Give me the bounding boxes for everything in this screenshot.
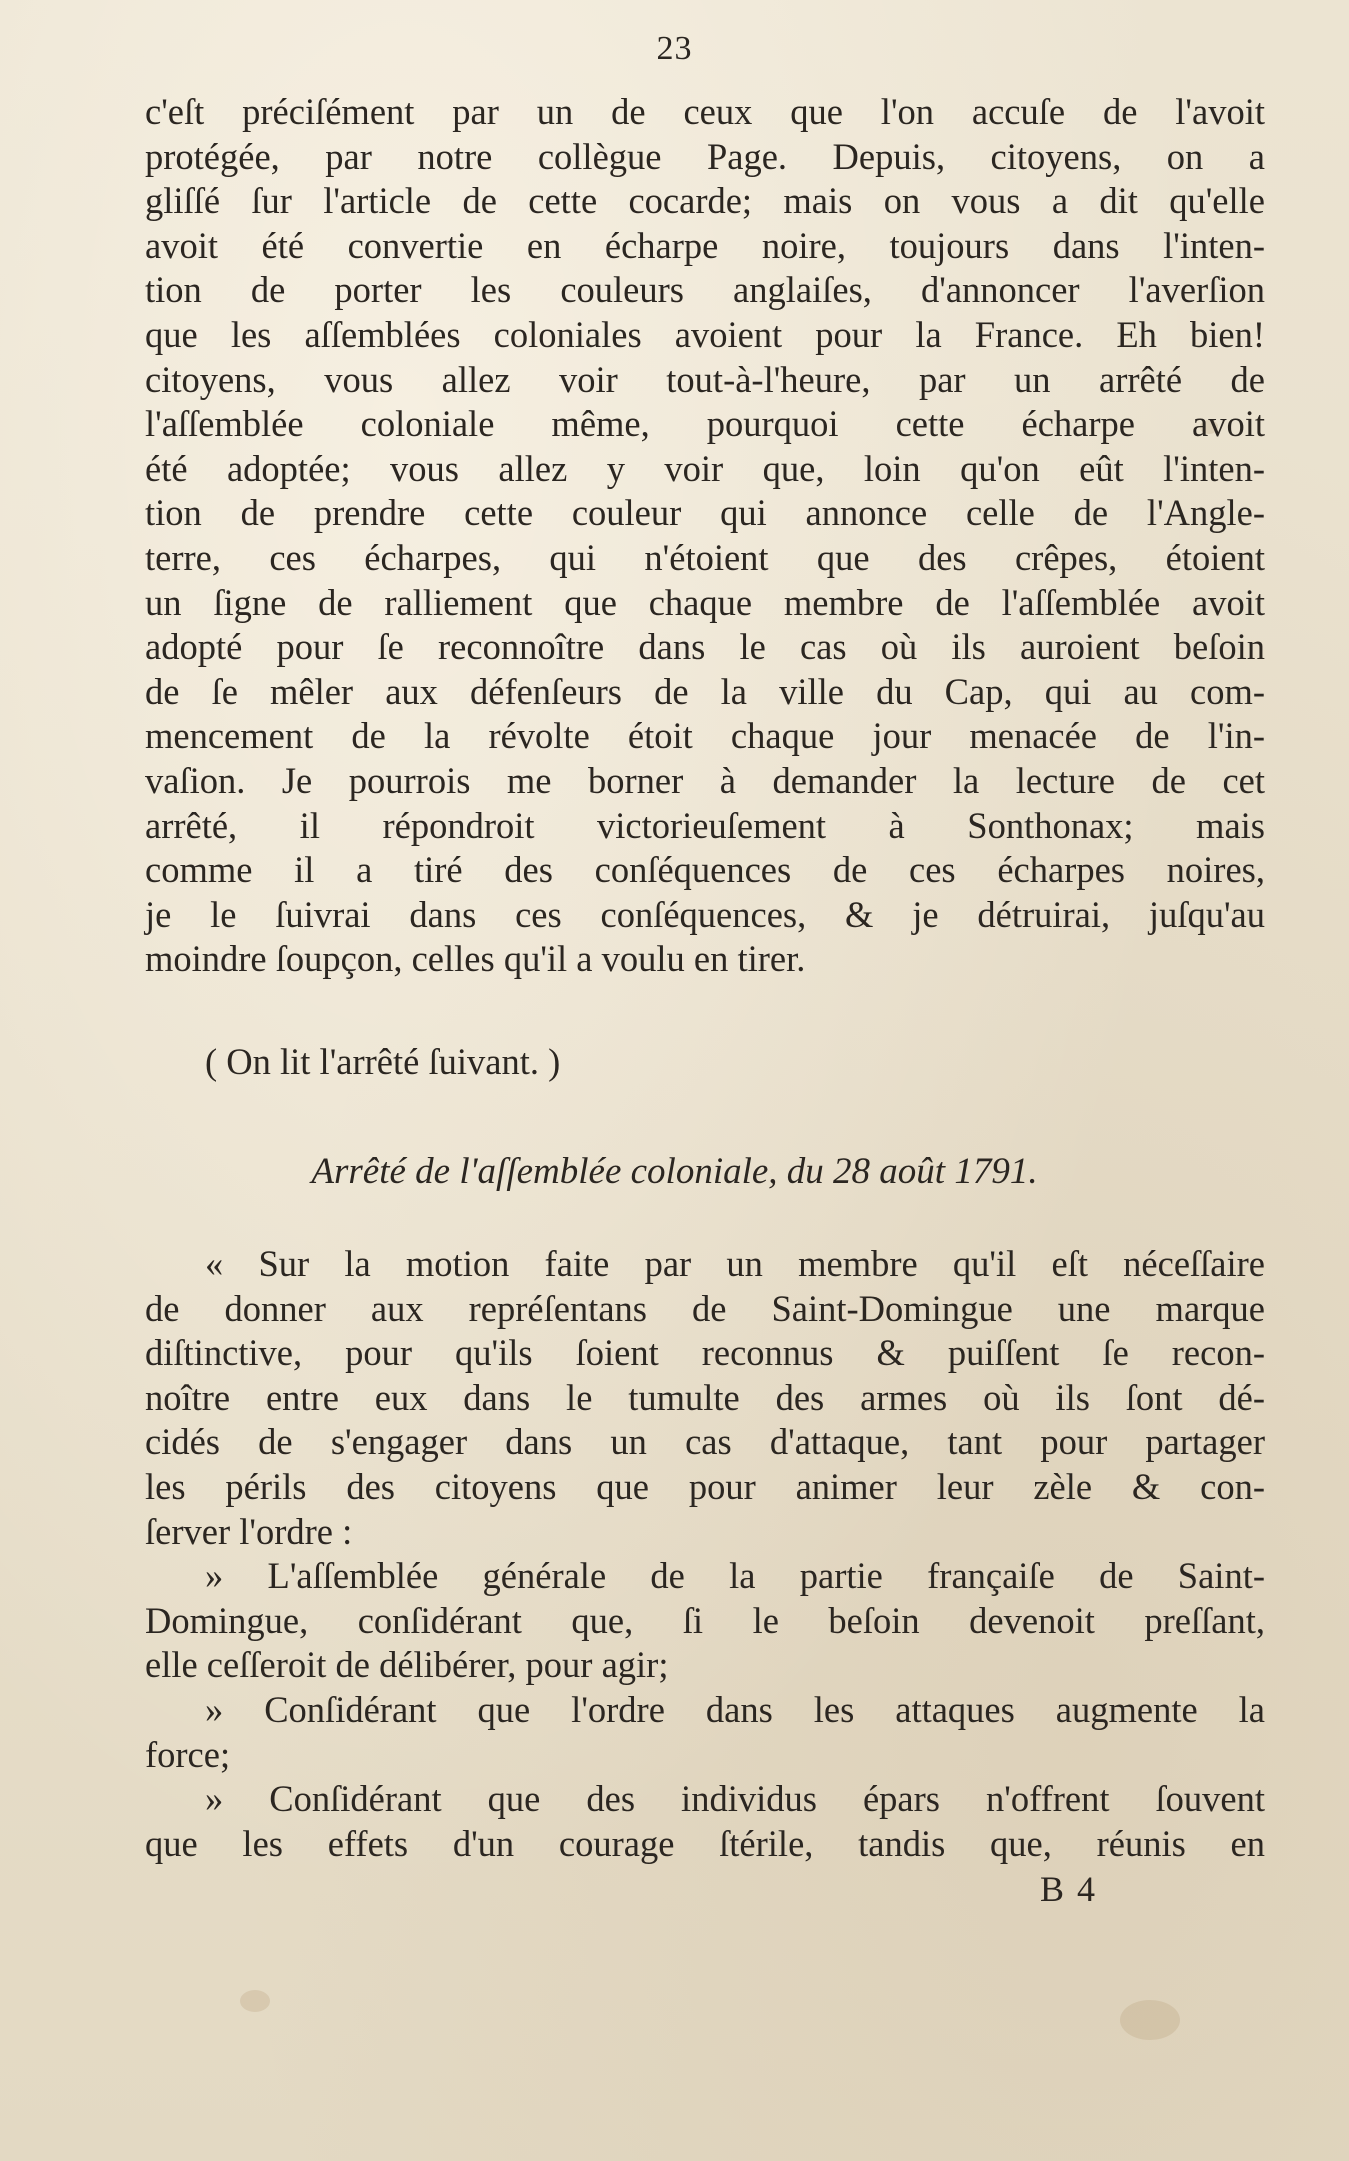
text-line: mencement de la révolte étoit chaque jour menacée de l'in- xyxy=(145,715,1265,757)
text-line: elle ceſſeroit de délibérer, pour agir; xyxy=(145,1644,669,1686)
signature-mark: B 4 xyxy=(1040,1869,1098,1909)
text-line: force; xyxy=(145,1733,231,1775)
text-line: arrêté, il répondroit victorieuſement à Sonthonax; mais xyxy=(145,804,1265,846)
decree-title: Arrêté de l'aſſemblée coloniale, du 28 août 1791. xyxy=(311,1151,1038,1192)
text-line: » Conſidérant que des individus épars n'offrent ſouvent xyxy=(205,1778,1265,1820)
paper-stain xyxy=(1120,2000,1180,2040)
text-line: été adoptée; vous allez y voir que, loin qu'on eût l'inten- xyxy=(145,447,1265,489)
text-line: avoit été convertie en écharpe noire, toujours dans l'inten- xyxy=(145,224,1265,266)
text-line: Domingue, conſidérant que, ſi le beſoin devenoit preſſant, xyxy=(145,1599,1265,1641)
text-line: je le ſuivrai dans ces conſéquences, & je détruirai, juſqu'au xyxy=(145,893,1265,935)
text-line: « Sur la motion faite par un membre qu'il eſt néceſſaire xyxy=(205,1243,1265,1284)
text-line: tion de prendre cette couleur qui annonce celle de l'Angle- xyxy=(145,492,1265,534)
text-line: de ſe mêler aux défenſeurs de la ville du Cap, qui au com- xyxy=(145,670,1265,712)
text-line: comme il a tiré des conſéquences de ces écharpes noires, xyxy=(145,849,1265,891)
text-line: » Conſidérant que l'ordre dans les attaques augmente la xyxy=(205,1688,1265,1730)
text-line: que les effets d'un courage ſtérile, tandis que, réunis en xyxy=(145,1822,1265,1864)
text-line: vaſion. Je pourrois me borner à demander la lecture de cet xyxy=(145,759,1265,801)
text-line: les périls des citoyens que pour animer leur zèle & con- xyxy=(145,1465,1265,1507)
text-line: que les aſſemblées coloniales avoient pour la France. Eh bien! xyxy=(145,313,1265,355)
paragraph-1 xyxy=(145,90,1265,982)
text-line: citoyens, vous allez voir tout-à-l'heure, par un arrêté de xyxy=(145,358,1265,400)
text-line: noître entre eux dans le tumulte des armes où ils ſont dé- xyxy=(145,1376,1265,1418)
paper-stain xyxy=(240,1990,270,2012)
text-line: tion de porter les couleurs anglaiſes, d'annoncer l'averſion xyxy=(145,269,1265,311)
text-line: un ſigne de ralliement que chaque membre de l'aſſemblée avoit xyxy=(145,581,1265,623)
text-line: adopté pour ſe reconnoître dans le cas où ils auroient beſoin xyxy=(145,626,1265,668)
text-line: de donner aux repréſentans de Saint-Domingue une marque xyxy=(145,1287,1265,1329)
reading-note: ( On lit l'arrêté ſuivant. ) xyxy=(205,1041,561,1082)
text-line: terre, ces écharpes, qui n'étoient que des crêpes, étoient xyxy=(145,536,1265,578)
text-line: c'eſt préciſément par un de ceux que l'on accuſe de l'avoit xyxy=(145,91,1265,132)
text-line: » L'aſſemblée générale de la partie françaiſe de Saint- xyxy=(205,1555,1265,1597)
text-line: gliſſé ſur l'article de cette cocarde; mais on vous a dit qu'elle xyxy=(145,180,1265,222)
text-line: moindre ſoupçon, celles qu'il a voulu en tirer. xyxy=(145,938,806,980)
reading-note-block xyxy=(145,1040,1265,1085)
text-line: l'aſſemblée coloniale même, pourquoi cette écharpe avoit xyxy=(145,403,1265,445)
text-line: ſerver l'ordre : xyxy=(145,1510,353,1552)
text-line: diſtinctive, pour qu'ils ſoient reconnus & puiſſent ſe recon- xyxy=(145,1332,1265,1374)
decree-text xyxy=(145,1242,1265,1866)
text-line: protégée, par notre collègue Page. Depuis, citoyens, on a xyxy=(145,135,1265,177)
text-line: cidés de s'engager dans un cas d'attaque, tant pour partager xyxy=(145,1421,1265,1463)
page-number: 23 xyxy=(656,30,693,67)
